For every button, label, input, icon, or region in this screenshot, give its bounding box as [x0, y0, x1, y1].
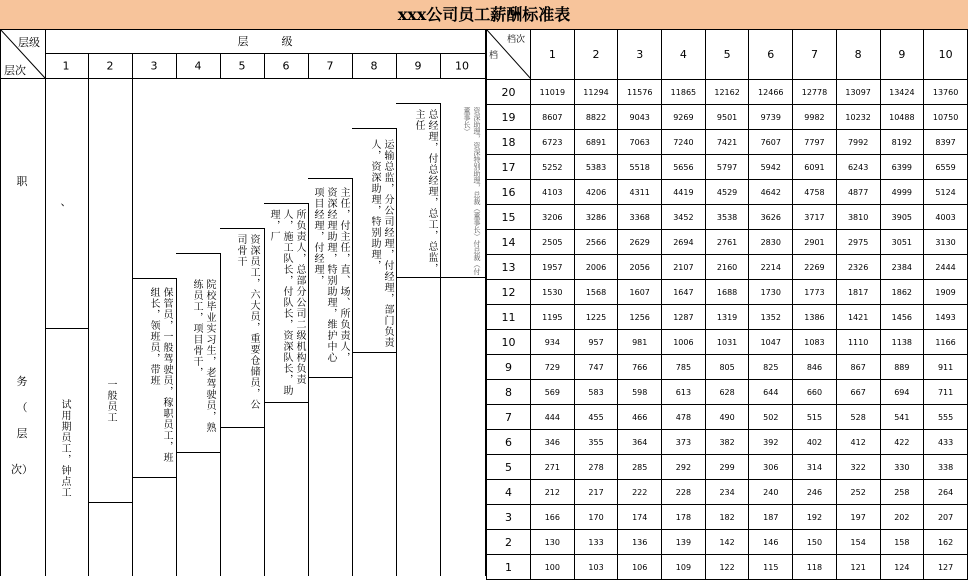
salary-cell: 766: [618, 355, 662, 380]
level-number: 5: [238, 59, 246, 73]
salary-cell: 8192: [880, 130, 924, 155]
salary-cell: 4642: [749, 180, 793, 205]
salary-row: [487, 380, 968, 405]
salary-cell: 1568: [574, 280, 618, 305]
salary-cell: 4758: [793, 180, 837, 205]
salary-cell: 9739: [749, 105, 793, 130]
grade-header: 2: [574, 30, 618, 80]
salary-cell: 2629: [618, 230, 662, 255]
salary-cell: 258: [880, 480, 924, 505]
salary-level-cell: 9: [487, 355, 531, 380]
level-number: 9: [414, 59, 422, 73]
salary-row: [487, 155, 968, 180]
salary-level-cell: 4: [487, 480, 531, 505]
salary-cell: 7992: [836, 130, 880, 155]
salary-cell: 1319: [705, 305, 749, 330]
salary-level-cell: 7: [487, 405, 531, 430]
salary-cell: 2761: [705, 230, 749, 255]
salary-cell: 124: [880, 555, 924, 580]
salary-cell: 322: [836, 455, 880, 480]
salary-cell: 234: [705, 480, 749, 505]
salary-cell: 2505: [531, 230, 575, 255]
salary-row: [487, 80, 968, 105]
salary-cell: 1006: [662, 330, 706, 355]
salary-cell: 1110: [836, 330, 880, 355]
salary-cell: 285: [618, 455, 662, 480]
salary-cell: 2566: [574, 230, 618, 255]
salary-row: [487, 430, 968, 455]
salary-cell: 6559: [924, 155, 968, 180]
salary-cell: 8607: [531, 105, 575, 130]
salary-row: [487, 180, 968, 205]
salary-cell: 5797: [705, 155, 749, 180]
salary-level-cell: 6: [487, 430, 531, 455]
salary-cell: 555: [924, 405, 968, 430]
salary-cell: 252: [836, 480, 880, 505]
salary-cell: 118: [793, 555, 837, 580]
salary-cell: 1047: [749, 330, 793, 355]
salary-cell: 4206: [574, 180, 618, 205]
salary-cell: 4419: [662, 180, 706, 205]
salary-cell: 1817: [836, 280, 880, 305]
salary-cell: 3286: [574, 205, 618, 230]
level-number: 8: [370, 59, 378, 73]
salary-cell: 122: [705, 555, 749, 580]
salary-cell: 5656: [662, 155, 706, 180]
salary-cell: 478: [662, 405, 706, 430]
position-level-1: 试用期员工，钟点工: [59, 399, 70, 498]
salary-cell: 729: [531, 355, 575, 380]
grade-header: 10: [924, 30, 968, 80]
salary-cell: 3051: [880, 230, 924, 255]
salary-cell: 202: [880, 505, 924, 530]
salary-cell: 103: [574, 555, 618, 580]
salary-cell: 7240: [662, 130, 706, 155]
salary-table-area: [486, 29, 968, 576]
position-level-5: 资深员工，六大员，重要仓储员，公司骨干: [235, 234, 259, 410]
salary-cell: 292: [662, 455, 706, 480]
salary-cell: 8397: [924, 130, 968, 155]
salary-cell: 7063: [618, 130, 662, 155]
salary-cell: 412: [836, 430, 880, 455]
salary-cell: 373: [662, 430, 706, 455]
salary-cell: 6243: [836, 155, 880, 180]
salary-cell: 314: [793, 455, 837, 480]
salary-cell: 4003: [924, 205, 968, 230]
salary-row: [487, 330, 968, 355]
salary-cell: 6091: [793, 155, 837, 180]
salary-cell: 178: [662, 505, 706, 530]
salary-cell: 528: [836, 405, 880, 430]
salary-cell: 139: [662, 530, 706, 555]
salary-cell: 1607: [618, 280, 662, 305]
salary-cell: 13097: [836, 80, 880, 105]
salary-cell: 2326: [836, 255, 880, 280]
salary-cell: 628: [705, 380, 749, 405]
salary-cell: 6891: [574, 130, 618, 155]
salary-level-cell: 13: [487, 255, 531, 280]
salary-level-cell: 16: [487, 180, 531, 205]
grade-header: 3: [618, 30, 662, 80]
salary-cell: 583: [574, 380, 618, 405]
salary-cell: 11294: [574, 80, 618, 105]
salary-cell: 13760: [924, 80, 968, 105]
salary-cell: 2107: [662, 255, 706, 280]
salary-cell: 3810: [836, 205, 880, 230]
position-level-grid: [0, 29, 486, 576]
salary-corner-bottom: 档: [489, 51, 499, 61]
level-number: 10: [455, 59, 469, 73]
salary-cell: 9269: [662, 105, 706, 130]
salary-cell: 1352: [749, 305, 793, 330]
salary-cell: 5518: [618, 155, 662, 180]
salary-cell: 197: [836, 505, 880, 530]
salary-cell: 1773: [793, 280, 837, 305]
row-label: 务: [16, 375, 28, 388]
salary-cell: 246: [793, 480, 837, 505]
position-level-8: 运输总监，分公司经理，付经理，部门负责人，资深助理，特别助理，: [369, 139, 393, 348]
salary-cell: 364: [618, 430, 662, 455]
salary-cell: 1456: [880, 305, 924, 330]
salary-row: [487, 280, 968, 305]
salary-cell: 338: [924, 455, 968, 480]
salary-cell: 1195: [531, 305, 575, 330]
grade-header: 4: [662, 30, 706, 80]
salary-cell: 644: [749, 380, 793, 405]
position-level-10: 资深助理，资深特别助理，总裁（董事长）付总裁（付董事长）: [463, 107, 481, 275]
salary-level-cell: 17: [487, 155, 531, 180]
corner-bottom-label: 层次: [4, 64, 26, 77]
salary-cell: 2006: [574, 255, 618, 280]
row-label: （: [16, 401, 28, 414]
salary-level-cell: 8: [487, 380, 531, 405]
salary-level-cell: 18: [487, 130, 531, 155]
salary-cell: 3206: [531, 205, 575, 230]
salary-row: [487, 505, 968, 530]
salary-cell: 182: [705, 505, 749, 530]
salary-cell: 825: [749, 355, 793, 380]
salary-cell: 3717: [793, 205, 837, 230]
salary-cell: 1530: [531, 280, 575, 305]
salary-cell: 1421: [836, 305, 880, 330]
salary-row: [487, 405, 968, 430]
salary-cell: 3538: [705, 205, 749, 230]
salary-cell: 3626: [749, 205, 793, 230]
level-number: 4: [194, 59, 202, 73]
salary-cell: 3452: [662, 205, 706, 230]
grade-header: 9: [880, 30, 924, 80]
salary-cell: 154: [836, 530, 880, 555]
level-band-label: 层 级: [237, 35, 293, 48]
salary-cell: 1730: [749, 280, 793, 305]
salary-cell: 433: [924, 430, 968, 455]
salary-cell: 146: [749, 530, 793, 555]
salary-cell: 170: [574, 505, 618, 530]
row-label: 层: [16, 427, 28, 440]
salary-cell: 911: [924, 355, 968, 380]
salary-cell: 613: [662, 380, 706, 405]
row-label: 次）: [11, 463, 33, 476]
salary-cell: 515: [793, 405, 837, 430]
salary-cell: 846: [793, 355, 837, 380]
salary-row: [487, 230, 968, 255]
salary-cell: 2901: [793, 230, 837, 255]
level-number: 6: [282, 59, 290, 73]
salary-cell: 660: [793, 380, 837, 405]
salary-cell: 115: [749, 555, 793, 580]
salary-cell: 12466: [749, 80, 793, 105]
salary-cell: 444: [531, 405, 575, 430]
salary-cell: 455: [574, 405, 618, 430]
salary-cell: 1647: [662, 280, 706, 305]
salary-cell: 136: [618, 530, 662, 555]
salary-cell: 3905: [880, 205, 924, 230]
grade-header: 6: [749, 30, 793, 80]
salary-cell: 9501: [705, 105, 749, 130]
salary-row: [487, 355, 968, 380]
salary-cell: 2269: [793, 255, 837, 280]
salary-cell: 867: [836, 355, 880, 380]
salary-cell: 805: [705, 355, 749, 380]
salary-cell: 3368: [618, 205, 662, 230]
salary-row: [487, 480, 968, 505]
salary-cell: 1909: [924, 280, 968, 305]
salary-cell: 9043: [618, 105, 662, 130]
salary-cell: 12778: [793, 80, 837, 105]
salary-cell: 2975: [836, 230, 880, 255]
salary-cell: 4103: [531, 180, 575, 205]
salary-cell: 346: [531, 430, 575, 455]
salary-cell: 121: [836, 555, 880, 580]
position-level-3: 保管员，一般驾驶员，稼职员工，班组长，领班员，带班: [148, 287, 172, 463]
salary-cell: 1083: [793, 330, 837, 355]
salary-cell: 598: [618, 380, 662, 405]
salary-cell: 711: [924, 380, 968, 405]
salary-level-cell: 1: [487, 555, 531, 580]
salary-cell: 133: [574, 530, 618, 555]
salary-cell: 192: [793, 505, 837, 530]
salary-cell: 2830: [749, 230, 793, 255]
position-mark: 、: [60, 195, 72, 208]
salary-cell: 264: [924, 480, 968, 505]
level-number: 3: [150, 59, 158, 73]
salary-cell: 109: [662, 555, 706, 580]
salary-cell: 7797: [793, 130, 837, 155]
salary-cell: 240: [749, 480, 793, 505]
salary-cell: 981: [618, 330, 662, 355]
salary-cell: 10488: [880, 105, 924, 130]
salary-row: [487, 530, 968, 555]
salary-level-cell: 12: [487, 280, 531, 305]
grade-header: 8: [836, 30, 880, 80]
salary-table: [486, 29, 968, 580]
salary-cell: 1688: [705, 280, 749, 305]
sheet-title: xxx公司员工薪酬标准表: [0, 0, 968, 30]
salary-cell: 10232: [836, 105, 880, 130]
row-label-top: 职: [16, 175, 28, 188]
salary-cell: 162: [924, 530, 968, 555]
salary-cell: 1493: [924, 305, 968, 330]
salary-cell: 9982: [793, 105, 837, 130]
salary-cell: 490: [705, 405, 749, 430]
salary-cell: 1031: [705, 330, 749, 355]
salary-cell: 2160: [705, 255, 749, 280]
salary-cell: 667: [836, 380, 880, 405]
salary-cell: 2056: [618, 255, 662, 280]
salary-row: [487, 455, 968, 480]
grade-header: 5: [705, 30, 749, 80]
position-level-4: 院校毕业实习生，老驾驶员，熟练员工，项目骨干，: [191, 279, 215, 433]
salary-cell: 5252: [531, 155, 575, 180]
salary-cell: 1287: [662, 305, 706, 330]
salary-level-cell: 14: [487, 230, 531, 255]
salary-cell: 207: [924, 505, 968, 530]
salary-row: [487, 130, 968, 155]
salary-cell: 1862: [880, 280, 924, 305]
salary-cell: 7421: [705, 130, 749, 155]
salary-cell: 127: [924, 555, 968, 580]
salary-row: [487, 255, 968, 280]
salary-cell: 217: [574, 480, 618, 505]
salary-cell: 2694: [662, 230, 706, 255]
salary-cell: 502: [749, 405, 793, 430]
salary-cell: 4311: [618, 180, 662, 205]
salary-cell: 1957: [531, 255, 575, 280]
salary-cell: 402: [793, 430, 837, 455]
salary-cell: 5942: [749, 155, 793, 180]
salary-cell: 6723: [531, 130, 575, 155]
salary-cell: 11865: [662, 80, 706, 105]
salary-cell: 166: [531, 505, 575, 530]
level-number: 2: [106, 59, 114, 73]
salary-level-cell: 19: [487, 105, 531, 130]
position-level-9: 总经理，付总经理，总工，总监，主任: [413, 109, 437, 274]
salary-cell: 422: [880, 430, 924, 455]
salary-level-cell: 20: [487, 80, 531, 105]
salary-cell: 2444: [924, 255, 968, 280]
salary-cell: 541: [880, 405, 924, 430]
corner-top-label: 层级: [18, 36, 40, 49]
salary-cell: 130: [531, 530, 575, 555]
salary-corner: [487, 30, 531, 80]
salary-cell: 392: [749, 430, 793, 455]
salary-cell: 6399: [880, 155, 924, 180]
salary-cell: 13424: [880, 80, 924, 105]
salary-cell: 158: [880, 530, 924, 555]
salary-cell: 222: [618, 480, 662, 505]
salary-cell: 889: [880, 355, 924, 380]
salary-cell: 187: [749, 505, 793, 530]
salary-cell: 4529: [705, 180, 749, 205]
salary-row: [487, 105, 968, 130]
salary-cell: 5383: [574, 155, 618, 180]
salary-cell: 228: [662, 480, 706, 505]
salary-level-cell: 3: [487, 505, 531, 530]
position-level-6: 所负责人，总部分公司二级机构负责人，施工队长，付队长，资深队长，助理，厂: [268, 209, 305, 396]
salary-cell: 569: [531, 380, 575, 405]
salary-cell: 142: [705, 530, 749, 555]
salary-cell: 957: [574, 330, 618, 355]
salary-level-cell: 5: [487, 455, 531, 480]
salary-cell: 382: [705, 430, 749, 455]
salary-cell: 2214: [749, 255, 793, 280]
salary-cell: 1138: [880, 330, 924, 355]
salary-row: [487, 305, 968, 330]
salary-cell: 7607: [749, 130, 793, 155]
salary-cell: 278: [574, 455, 618, 480]
salary-cell: 299: [705, 455, 749, 480]
salary-cell: 12162: [705, 80, 749, 105]
salary-level-cell: 2: [487, 530, 531, 555]
salary-cell: 1225: [574, 305, 618, 330]
grade-header: 1: [531, 30, 575, 80]
salary-cell: 785: [662, 355, 706, 380]
salary-cell: 747: [574, 355, 618, 380]
salary-cell: 174: [618, 505, 662, 530]
salary-cell: 1386: [793, 305, 837, 330]
salary-cell: 3130: [924, 230, 968, 255]
salary-cell: 11576: [618, 80, 662, 105]
salary-cell: 212: [531, 480, 575, 505]
salary-cell: 1256: [618, 305, 662, 330]
salary-cell: 1166: [924, 330, 968, 355]
salary-cell: 4999: [880, 180, 924, 205]
salary-cell: 8822: [574, 105, 618, 130]
salary-cell: 466: [618, 405, 662, 430]
salary-row: [487, 205, 968, 230]
salary-cell: 2384: [880, 255, 924, 280]
salary-cell: 694: [880, 380, 924, 405]
salary-cell: 10750: [924, 105, 968, 130]
position-level-2: 一般员工: [105, 379, 116, 423]
salary-cell: 934: [531, 330, 575, 355]
salary-header-row: [487, 30, 968, 80]
position-level-7: 主任，付主任，直、场、所负责人，资深经理助理，特别助理，维护中心项目经理，付经理，: [312, 187, 349, 363]
salary-level-cell: 10: [487, 330, 531, 355]
salary-cell: 11019: [531, 80, 575, 105]
salary-level-cell: 15: [487, 205, 531, 230]
salary-cell: 4877: [836, 180, 880, 205]
salary-cell: 5124: [924, 180, 968, 205]
salary-cell: 355: [574, 430, 618, 455]
salary-cell: 271: [531, 455, 575, 480]
salary-cell: 106: [618, 555, 662, 580]
salary-cell: 330: [880, 455, 924, 480]
salary-cell: 306: [749, 455, 793, 480]
level-number: 7: [326, 59, 334, 73]
salary-cell: 150: [793, 530, 837, 555]
salary-corner-top: 档次: [507, 35, 526, 45]
level-number: 1: [62, 59, 70, 73]
grade-header: 7: [793, 30, 837, 80]
salary-level-cell: 11: [487, 305, 531, 330]
salary-cell: 100: [531, 555, 575, 580]
